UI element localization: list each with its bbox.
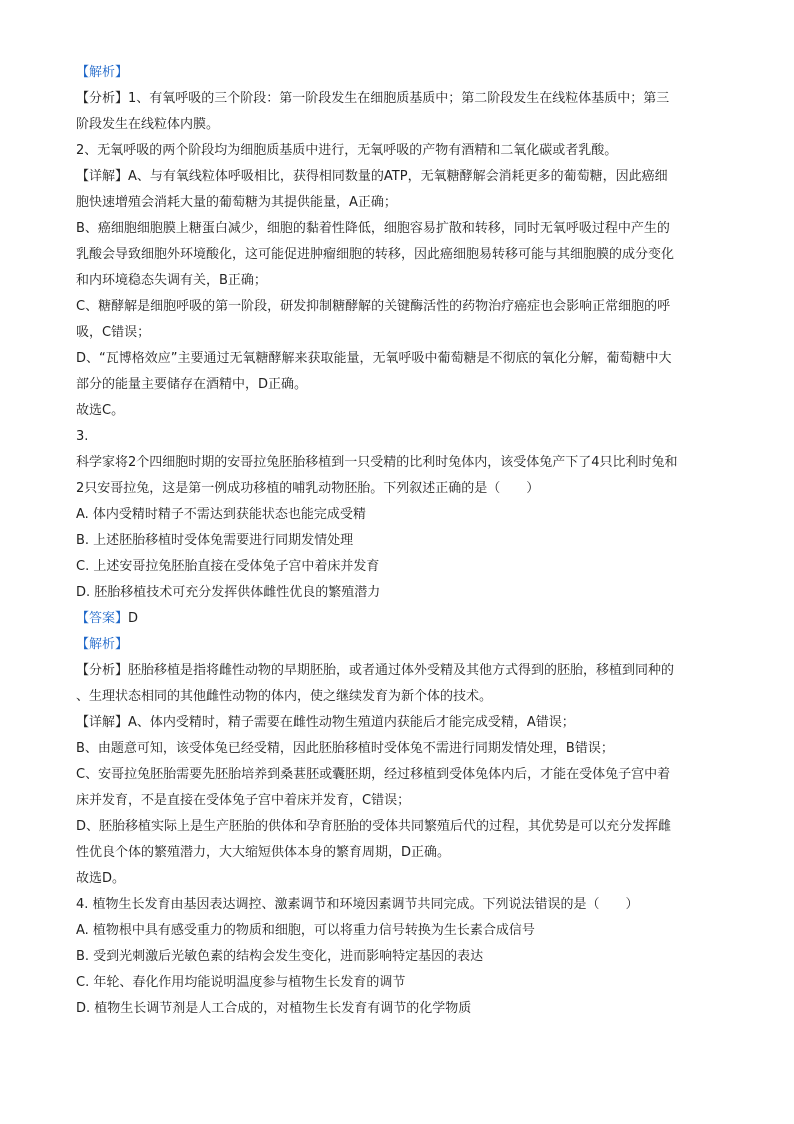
q3-option-a: A. 体内受精时精子不需达到获能状态也能完成受精: [76, 507, 366, 522]
q3-conclusion: 故选D。: [76, 871, 126, 886]
q2-conclusion: 故选C。: [76, 403, 125, 418]
q3-detail-line: 性优良个体的繁殖潜力，大大缩短供体本身的繁育周期，D正确。: [76, 845, 451, 860]
fenxi-tag: 【分析】: [76, 663, 129, 678]
xiangjie-tag: 【详解】: [76, 169, 129, 184]
q2-fenxi-line: 【分析】1、有氧呼吸的三个阶段：第一阶段发生在细胞质基质中；第二阶段发生在线粒体基质中；第三: [76, 91, 670, 106]
q3-detail-line: 床并发育，不是直接在受体兔子宫中着床并发育，C错误；: [76, 793, 411, 808]
q3-option-d: D. 胚胎移植技术可充分发挥供体雌性优良的繁殖潜力: [76, 585, 381, 600]
document-body: [76, 64, 728, 1026]
q2-detail-line: 和内环境稳态失调有关，B正确；: [76, 273, 267, 288]
q4-option-d: D. 植物生长调节剂是人工合成的，对植物生长发育有调节的化学物质: [76, 1001, 472, 1016]
q2-detail-line: 胞快速增殖会消耗大量的葡萄糖为其提供能量，A正确；: [76, 195, 397, 210]
q3-answer: [76, 610, 728, 636]
q3-stem-line: 科学家将2个四细胞时期的安哥拉兔胚胎移植到一只受精的比利时兔体内，该受体兔产下了4只比利时兔和: [76, 455, 678, 470]
q3-detail-line: D、胚胎移植实际上是生产胚胎的供体和孕育胚胎的受体共同繁殖后代的过程，其优势是可以充分发挥雌: [76, 819, 672, 834]
q2-fenxi-line: 2、无氧呼吸的两个阶段均为细胞质基质中进行，无氧呼吸的产物有酒精和二氧化碳或者乳酸。: [76, 143, 618, 158]
q2-detail-line: C、糖酵解是细胞呼吸的第一阶段，研发抑制糖酵解的关键酶活性的药物治疗癌症也会影响正常细胞的呼: [76, 299, 671, 314]
q3-fenxi-line: 、生理状态相同的其他雌性动物的体内，使之继续发育为新个体的技术。: [76, 689, 493, 704]
q2-detail-line: 部分的能量主要储存在酒精中，D正确。: [76, 377, 308, 392]
q4-option-b: B. 受到光刺激后光敏色素的结构会发生变化，进而影响特定基因的表达: [76, 949, 484, 964]
q2-analysis-heading: [76, 64, 728, 90]
q3-detail-line: 【详解】A、体内受精时，精子需要在雌性动物生殖道内获能后才能完成受精，A错误；: [76, 715, 575, 730]
analysis-tag: 【解析】: [76, 65, 129, 80]
q3-detail-line: C、安哥拉兔胚胎需要先胚胎培养到桑葚胚或囊胚期，经过移植到受体兔体内后，才能在受体兔子宫中着: [76, 767, 671, 782]
q2-detail-line: 乳酸会导致细胞外环境酸化，这可能促进肿瘤细胞的转移，因此癌细胞易转移可能与其细胞膜的成分变化: [76, 247, 675, 262]
q4-stem: 4. 植物生长发育由基因表达调控、激素调节和环境因素调节共同完成。下列说法错误的是（ ）: [76, 897, 639, 912]
q3-number: 3.: [76, 429, 89, 444]
q2-fenxi-line: 阶段发生在线粒体内膜。: [76, 117, 220, 132]
q2-detail-line: D、“瓦博格效应”主要通过无氧糖酵解来获取能量，无氧呼吸中葡萄糖是不彻底的氧化分解，葡萄糖中大: [76, 351, 672, 366]
q3-detail-line: B、由题意可知，该受体兔已经受精，因此胚胎移植时受体兔不需进行同期发情处理，B错误；: [76, 741, 614, 756]
analysis-tag: 【解析】: [76, 637, 129, 652]
answer-value: D: [128, 611, 139, 626]
q4-option-c: C. 年轮、春化作用均能说明温度参与植物生长发育的调节: [76, 975, 406, 990]
answer-tag: 【答案】: [76, 611, 129, 626]
xiangjie-tag: 【详解】: [76, 715, 129, 730]
q3-option-b: B. 上述胚胎移植时受体兔需要进行同期发情处理: [76, 533, 354, 548]
q4-option-a: A. 植物根中具有感受重力的物质和细胞，可以将重力信号转换为生长素合成信号: [76, 923, 535, 938]
q2-detail-line: B、癌细胞细胞膜上糖蛋白减少，细胞的黏着性降低，细胞容易扩散和转移，同时无氧呼吸过程中产生的: [76, 221, 670, 236]
q3-stem-line: 2只安哥拉兔，这是第一例成功移植的哺乳动物胚胎。下列叙述正确的是（ ）: [76, 481, 540, 496]
q3-fenxi-line: 【分析】胚胎移植是指将雌性动物的早期胚胎，或者通过体外受精及其他方式得到的胚胎，移植到同种的: [76, 663, 675, 678]
q3-option-c: C. 上述安哥拉兔胚胎直接在受体兔子宫中着床并发育: [76, 559, 380, 574]
q2-detail-line: 【详解】A、与有氧线粒体呼吸相比，获得相同数量的ATP，无氧糖酵解会消耗更多的葡萄糖，因此癌细: [76, 169, 668, 184]
q3-analysis-heading: [76, 636, 728, 662]
fenxi-tag: 【分析】: [76, 91, 129, 106]
q2-detail-line: 吸，C错误；: [76, 325, 151, 340]
